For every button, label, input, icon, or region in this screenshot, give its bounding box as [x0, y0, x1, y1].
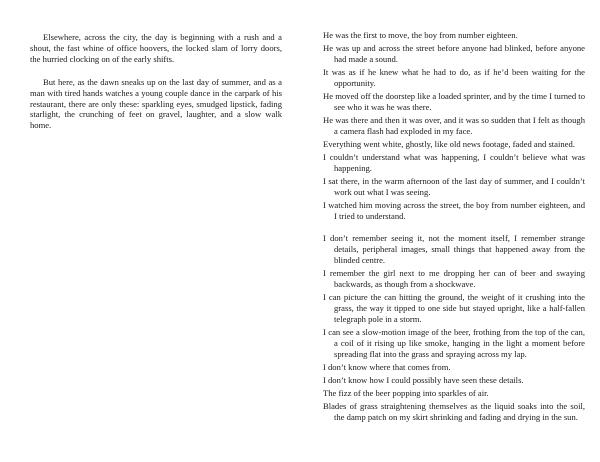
paragraph: I can picture the can hitting the ground, the weight of it crushing into the grass, the way it tipped to one side but stayed upright, like a half-fallen telegraph pole in a storm.: [323, 292, 585, 324]
paragraph: He was up and across the street before anyone had blinked, before anyone had made a sound.: [323, 43, 585, 64]
left-page: [30, 32, 282, 143]
paragraph: The fizz of the beer popping into sparkles of air.: [323, 388, 489, 399]
paragraph: Everything went white, ghostly, like old news footage, faded and stained.: [323, 139, 575, 150]
paragraph: He moved off the doorstep like a loaded sprinter, and by the time I turned to see who it was he was there.: [323, 91, 585, 112]
paragraph: I couldn’t understand what was happening, I couldn’t believe what was happening.: [323, 152, 585, 174]
paragraph: He was the first to move, the boy from number eighteen.: [323, 30, 518, 40]
paragraph: I watched him moving across the street, the boy from number eighteen, and I tried to understand.: [323, 200, 585, 222]
paragraph: I sat there, in the warm afternoon of the last day of summer, and I couldn’t work out what I was seeing.: [323, 176, 585, 198]
paragraph: I remember the girl next to me dropping her can of beer and swaying backwards, as though from a shockwave.: [323, 268, 585, 289]
paragraph: Elsewhere, across the city, the day is beginning with a rush and a shout, the fast whine of office hoovers, the locked slam of lorry doors, the hurried clocking on of the early shifts.: [30, 32, 282, 64]
section-break: [323, 224, 585, 233]
paragraph: It was as if he knew what he had to do, as if he’d been waiting for the opportunity.: [323, 67, 585, 88]
paragraph: I don’t remember seeing it, not the moment itself, I remember strange details, peripheral images, small things that happened away from the blinded centre.: [323, 233, 585, 265]
paragraph: But here, as the dawn sneaks up on the last day of summer, and as a man with tired hands watches a young couple dance in the carpark of his restaurant, there are only these: sparkling eyes, smudged lipstick, fading starlight, the crunching of feet on gravel, laughter, and a slow walk home.: [30, 76, 282, 131]
paragraph: I can see a slow-motion image of the beer, frothing from the top of the can, a coil of it rising up like smoke, hanging in the light a moment before spreading flat into the grass and spraying across my lap.: [323, 327, 585, 359]
paragraph: Blades of grass straightening themselves as the liquid soaks into the soil, the damp patch on my skirt shrinking and fading and drying in the sun.: [323, 401, 585, 423]
paragraph: I don’t know how I could possibly have seen these details.: [323, 375, 524, 385]
paragraph: I don’t know where that comes from.: [323, 361, 451, 372]
right-page: [323, 30, 585, 425]
paragraph: He was there and then it was over, and it was so sudden that I felt as though a camera flash had exploded in my face.: [323, 115, 585, 136]
